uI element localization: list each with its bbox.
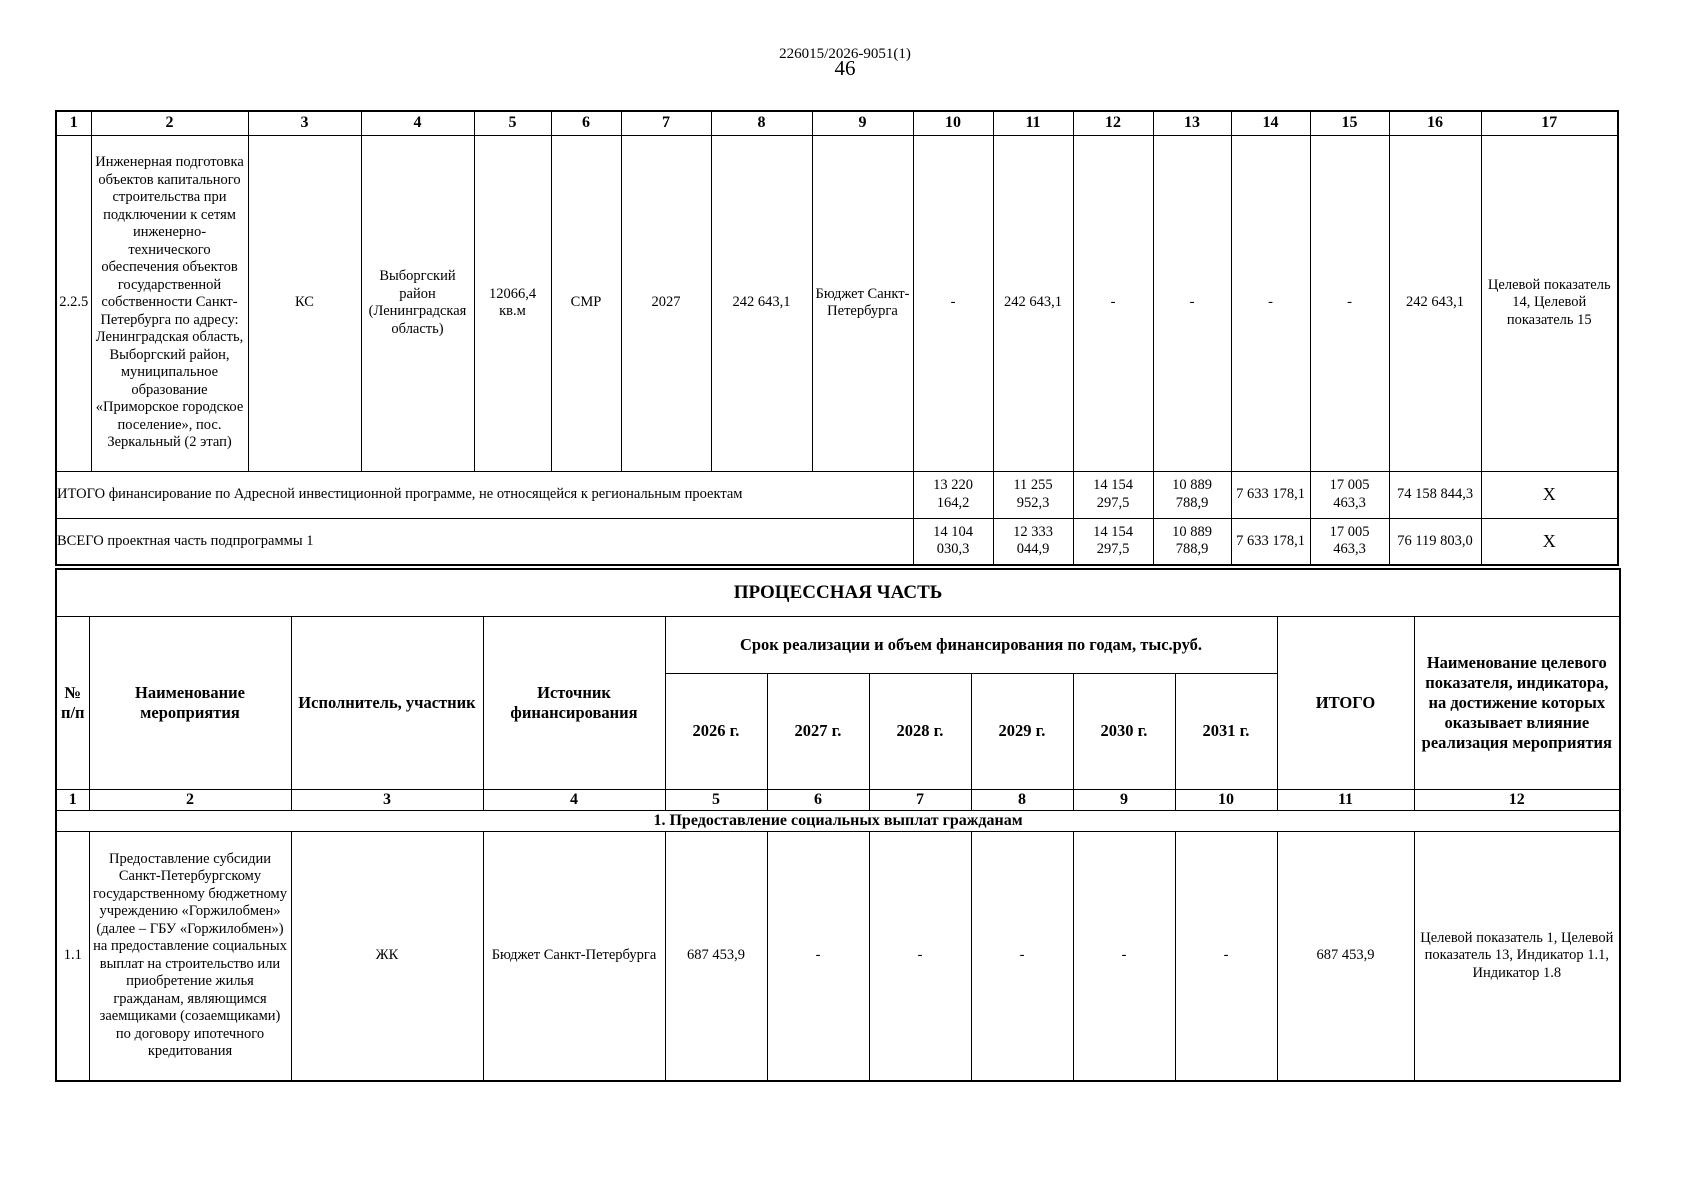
- table-row: [56, 831, 1620, 1081]
- table-row: [56, 135, 1618, 471]
- col-number: 9: [812, 111, 913, 135]
- col-number: 11: [993, 111, 1073, 135]
- col-number: 8: [711, 111, 812, 135]
- header-year: 2029 г.: [971, 673, 1073, 789]
- value-2031: -: [1310, 135, 1389, 471]
- vsego-label: ВСЕГО проектная часть подпрограммы 1: [56, 518, 913, 565]
- header-num: № п/п: [56, 616, 89, 789]
- col-number: 13: [1153, 111, 1231, 135]
- header-year: 2027 г.: [767, 673, 869, 789]
- col-number: 7: [621, 111, 711, 135]
- header-year: 2026 г.: [665, 673, 767, 789]
- itogo-value: 14 154 297,5: [1073, 471, 1153, 518]
- col-number: 7: [869, 789, 971, 810]
- col-number: 6: [767, 789, 869, 810]
- header-year: 2030 г.: [1073, 673, 1175, 789]
- process-part-title: ПРОЦЕССНАЯ ЧАСТЬ: [56, 569, 1620, 616]
- col-number: 16: [1389, 111, 1481, 135]
- capacity: 12066,4 кв.м: [474, 135, 551, 471]
- cost: 242 643,1: [711, 135, 812, 471]
- header-year: 2031 г.: [1175, 673, 1277, 789]
- process-column-number-row: [56, 789, 1620, 810]
- project-part-table: [55, 110, 1619, 566]
- value-2026: 687 453,9: [665, 831, 767, 1081]
- section-title: 1. Предоставление социальных выплат гражданам: [56, 810, 1620, 831]
- vsego-total: 76 119 803,0: [1389, 518, 1481, 565]
- col-number: 10: [913, 111, 993, 135]
- col-number: 5: [665, 789, 767, 810]
- itogo-value: 11 255 952,3: [993, 471, 1073, 518]
- header-year: 2028 г.: [869, 673, 971, 789]
- col-number: 12: [1073, 111, 1153, 135]
- col-number: 4: [483, 789, 665, 810]
- col-number: 3: [248, 111, 361, 135]
- col-number: 5: [474, 111, 551, 135]
- column-number-row: [56, 111, 1618, 135]
- target-indicator: Целевой показатель 1, Целевой показатель 13, Индикатор 1.1, Индикатор 1.8: [1414, 831, 1620, 1081]
- itogo-value: 13 220 164,2: [913, 471, 993, 518]
- vsego-row: [56, 518, 1618, 565]
- value-2027: -: [767, 831, 869, 1081]
- col-number: 15: [1310, 111, 1389, 135]
- value-2027: 242 643,1: [993, 135, 1073, 471]
- value-2030: -: [1073, 831, 1175, 1081]
- itogo-value: 10 889 788,9: [1153, 471, 1231, 518]
- itogo-label: ИТОГО финансирование по Адресной инвестиционной программе, не относящейся к региональным проектам: [56, 471, 913, 518]
- col-number: 17: [1481, 111, 1618, 135]
- row-number: 1.1: [56, 831, 89, 1081]
- col-number: 3: [291, 789, 483, 810]
- year: 2027: [621, 135, 711, 471]
- value-2029: -: [971, 831, 1073, 1081]
- itogo-value: 17 005 463,3: [1310, 471, 1389, 518]
- itogo-mark: X: [1481, 471, 1618, 518]
- value-2026: -: [913, 135, 993, 471]
- col-number: 1: [56, 111, 91, 135]
- vsego-value: 14 104 030,3: [913, 518, 993, 565]
- col-number: 9: [1073, 789, 1175, 810]
- value-2031: -: [1175, 831, 1277, 1081]
- col-number: 2: [91, 111, 248, 135]
- col-number: 11: [1277, 789, 1414, 810]
- col-number: 12: [1414, 789, 1620, 810]
- customer: КС: [248, 135, 361, 471]
- value-2028: -: [869, 831, 971, 1081]
- value-2030: -: [1231, 135, 1310, 471]
- col-number: 8: [971, 789, 1073, 810]
- col-number: 2: [89, 789, 291, 810]
- vsego-value: 17 005 463,3: [1310, 518, 1389, 565]
- section-row: [56, 810, 1620, 831]
- vsego-mark: X: [1481, 518, 1618, 565]
- vsego-value: 14 154 297,5: [1073, 518, 1153, 565]
- col-number: 14: [1231, 111, 1310, 135]
- object-name: Инженерная подготовка объектов капитального строительства при подключении к сетям инженерно-технического обеспечения объектов государственной собственности Санкт-Петербурга по адресу: Ленинградская область, Выборгский район, муниципальное образование «Приморское городское поселение», пос. Зеркальный (2 этап): [91, 135, 248, 471]
- vsego-value: 10 889 788,9: [1153, 518, 1231, 565]
- col-number: 1: [56, 789, 89, 810]
- process-header-row: [56, 616, 1620, 673]
- vsego-value: 12 333 044,9: [993, 518, 1073, 565]
- itogo-row: [56, 471, 1618, 518]
- event-name: Предоставление субсидии Санкт-Петербургскому государственному бюджетному учреждению «Горжилобмен» (далее – ГБУ «Горжилобмен») на предоставление социальных выплат на строительство или приобретение жилья гражданам, являющимся заемщиками (созаемщиками) по договору ипотечного кредитования: [89, 831, 291, 1081]
- process-part-table: [55, 568, 1621, 1082]
- header-target: Наименование целевого показателя, индикатора, на достижение которых оказывает влияние реализация мероприятия: [1414, 616, 1620, 789]
- itogo-value: 7 633 178,1: [1231, 471, 1310, 518]
- district: Выборгский район (Ленинградская область): [361, 135, 474, 471]
- executor: ЖК: [291, 831, 483, 1081]
- value-2028: -: [1073, 135, 1153, 471]
- header-period: Срок реализации и объем финансирования по годам, тыс.руб.: [665, 616, 1277, 673]
- process-title-row: [56, 569, 1620, 616]
- funding-source: Бюджет Санкт-Петербурга: [812, 135, 913, 471]
- vsego-value: 7 633 178,1: [1231, 518, 1310, 565]
- header-name: Наименование мероприятия: [89, 616, 291, 789]
- col-number: 4: [361, 111, 474, 135]
- row-number: 2.2.5: [56, 135, 91, 471]
- col-number: 6: [551, 111, 621, 135]
- funding-source: Бюджет Санкт-Петербурга: [483, 831, 665, 1081]
- header-total: ИТОГО: [1277, 616, 1414, 789]
- value-2029: -: [1153, 135, 1231, 471]
- total: 242 643,1: [1389, 135, 1481, 471]
- itogo-total: 74 158 844,3: [1389, 471, 1481, 518]
- page-number: 46: [834, 56, 856, 80]
- col-number: 10: [1175, 789, 1277, 810]
- document-number: 226015/2026-9051(1): [779, 46, 911, 62]
- target-indicator: Целевой показатель 14, Целевой показатель 15: [1481, 135, 1618, 471]
- work-type: СМР: [551, 135, 621, 471]
- header-executor: Исполнитель, участник: [291, 616, 483, 789]
- header-source: Источник финансирования: [483, 616, 665, 789]
- total: 687 453,9: [1277, 831, 1414, 1081]
